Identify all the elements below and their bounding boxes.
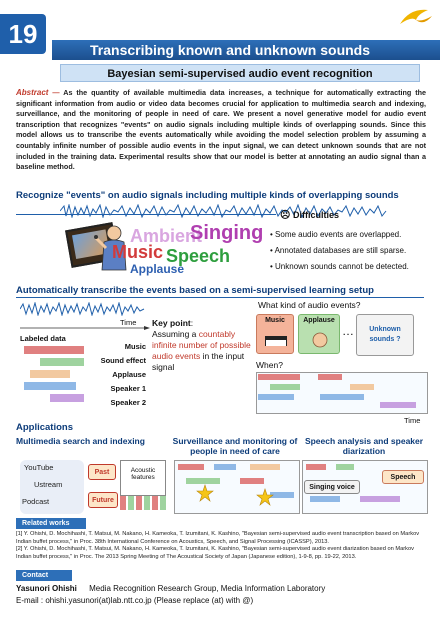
section2-divider	[16, 297, 424, 298]
grid-bar-1	[258, 374, 300, 380]
grid-bar-3	[270, 384, 300, 390]
word-applause: Applause	[130, 262, 185, 276]
star-event-icon	[196, 484, 214, 502]
class-card-applause: Applause	[298, 314, 340, 354]
grid-bar-7	[380, 402, 416, 408]
lane-label-speaker1: Speaker 1	[110, 384, 146, 393]
key-point: Key point: Assuming a countably infinite number of possible audio events in the input signal	[152, 318, 251, 372]
ellipsis: …	[342, 324, 354, 338]
label-bar-music	[24, 346, 84, 354]
difficulty-item-3: • Unknown sounds cannot be detected.	[270, 262, 409, 271]
abstract-text: As the quantity of available multimedia data increases, a technique for automatically extracting the significant information from audio or video data becomes crucial for application to multimedia search and indexing, surveillance, and the monitoring of people in need of care. We present a novel generative model for audio event transcription that recognizes "events" on audio signals including multiple kinds of overlapping sounds. Since this model allows us to transcribe the events automatically while avoiding the model selection problem by assuming a countably infinite number of possible audio events in the input signal, we can detect unknown sounds that are not included in the training data. Experimental results show that our model is better at annotating an audio signal than a baseline method.	[16, 88, 426, 172]
contact-email: E-mail : ohishi.yasunori(at)lab.ntt.co.jp (Please replace (at) with @)	[16, 596, 254, 605]
surv-bar-5	[240, 478, 264, 484]
reference-1: [1] Y. Ohishi, D. Mochihashi, T. Matsui, M. Nakano, H. Kameoka, T. Izumitani, K. Kashino, "Bayesian semi-supervised audio event transcription based on Markov Indian buffet process," in Proc. 38th International Conference on Acoustics, Speech, and Signal Processing (ICASSP), 2013.	[16, 531, 420, 545]
acoustic-features-box: Acoustic features	[120, 460, 166, 496]
singing-voice-tag: Singing voice	[304, 480, 360, 494]
diar-bar-1	[306, 464, 326, 470]
piano-icon	[264, 330, 288, 350]
contact-name: Yasunori Ohishi	[16, 584, 77, 593]
label-bar-speaker1	[24, 382, 76, 390]
word-music: Music	[112, 242, 164, 262]
label-bar-speaker2	[50, 394, 84, 402]
grid-bar-2	[318, 374, 342, 380]
applications-heading: Applications	[16, 422, 74, 433]
lane-label-sound-effect: Sound effect	[100, 356, 146, 365]
section2-heading: Automatically transcribe the events based on a semi-supervised learning setup	[16, 285, 374, 296]
app-item-search: Multimedia search and indexing	[16, 436, 145, 446]
abstract-label: Abstract	[16, 88, 49, 97]
poster-number-badge: 19	[0, 14, 46, 54]
waveform-icon	[60, 204, 390, 218]
diar-bar-4	[360, 496, 400, 502]
word-speech: Speech	[166, 246, 231, 266]
lane-label-speaker2: Speaker 2	[110, 398, 146, 407]
lane-label-applause: Applause	[112, 370, 146, 379]
diar-bar-3	[310, 496, 340, 502]
time-label-left: Time	[120, 318, 137, 327]
diar-bar-2	[336, 464, 354, 470]
difficulty-item-2: • Annotated databases are still sparse.	[270, 246, 407, 255]
section1-heading: Recognize "events" on audio signals including multiple kinds of overlapping sounds	[16, 190, 399, 201]
surv-bar-3	[250, 464, 280, 470]
label-bar-applause	[30, 370, 70, 378]
question-label: What kind of audio events?	[258, 300, 361, 310]
lane-label-music: Music	[124, 342, 146, 351]
labeled-data-label: Labeled data	[20, 334, 66, 343]
time-label-right: Time	[404, 416, 421, 425]
app-item-diarization: Speech analysis and speaker diarization	[304, 436, 424, 456]
grid-bar-4	[350, 384, 374, 390]
future-tag: Future	[88, 492, 118, 508]
word-ambient: Ambient	[130, 226, 202, 246]
label-bar-sound-effect	[40, 358, 84, 366]
abstract: Abstract ― As the quantity of available multimedia data increases, a technique for automatically extracting the significant information from audio or video data becomes crucial for application to multimedia search and indexing, surveillance, and the monitoring of people in need of care. We present a novel generative model for audio event transcription that recognizes "events" on audio signals including multiple kinds of overlapping sounds. Since this model allows us to transcribe the events automatically while avoiding the model selection problem by assuming a countably infinite number of possible audio events in the input signal, we can detect unknown sounds that are not included in the training data. Experimental results show that our model is better at annotating an audio signal than a baseline method.	[16, 88, 426, 172]
contact-label: Contact	[16, 570, 72, 581]
star-event-icon-2	[256, 488, 274, 506]
clapping-hands-icon	[310, 330, 330, 350]
reference-2: [2] Y. Ohishi, D. Mochihashi, T. Matsui, M. Nakano, H. Kameoka, T. Izumitani, K. Kashino, "Bayesian semi-supervised audio event diarization based on Markov Indian buffet process," in Proc. The 2013 Spring Meeting of The Acoustical Society of Japan (Japanese edition), 1-9-8, pp. 19-22, 2013.	[16, 546, 415, 560]
page-subtitle: Bayesian semi-supervised audio event recognition	[60, 64, 420, 82]
class-card-music: Music	[256, 314, 294, 354]
grid-bar-5	[258, 394, 294, 400]
feature-strip	[120, 496, 166, 510]
sad-face-icon: ☹	[280, 210, 291, 221]
labeled-waveform-icon	[20, 302, 148, 316]
contact-line	[16, 584, 325, 593]
app-item-surveillance: Surveillance and monitoring of people in need of care	[172, 436, 298, 456]
class-card-unknown: Unknown sounds ?	[356, 314, 414, 356]
bird-logo-icon	[398, 4, 434, 30]
difficulty-item-1: • Some audio events are overlapped.	[270, 230, 402, 239]
related-works-label: Related works	[16, 518, 86, 529]
when-label: When?	[256, 360, 283, 370]
speech-tag: Speech	[382, 470, 424, 484]
source-ustream: Ustream	[34, 480, 63, 489]
past-tag: Past	[88, 464, 116, 480]
source-youtube: YouTube	[24, 463, 54, 472]
difficulties-title: ☹ Difficulties	[280, 210, 339, 221]
word-singing: Singing	[190, 222, 264, 244]
surv-bar-1	[178, 464, 204, 470]
time-arrow-left	[20, 326, 150, 330]
references	[16, 531, 426, 561]
page-title: Transcribing known and unknown sounds	[52, 40, 440, 60]
grid-bar-6	[320, 394, 364, 400]
source-podcast: Podcast	[22, 497, 50, 506]
surv-bar-2	[214, 464, 236, 470]
contact-org: Media Recognition Research Group, Media Information Laboratory	[89, 584, 326, 593]
